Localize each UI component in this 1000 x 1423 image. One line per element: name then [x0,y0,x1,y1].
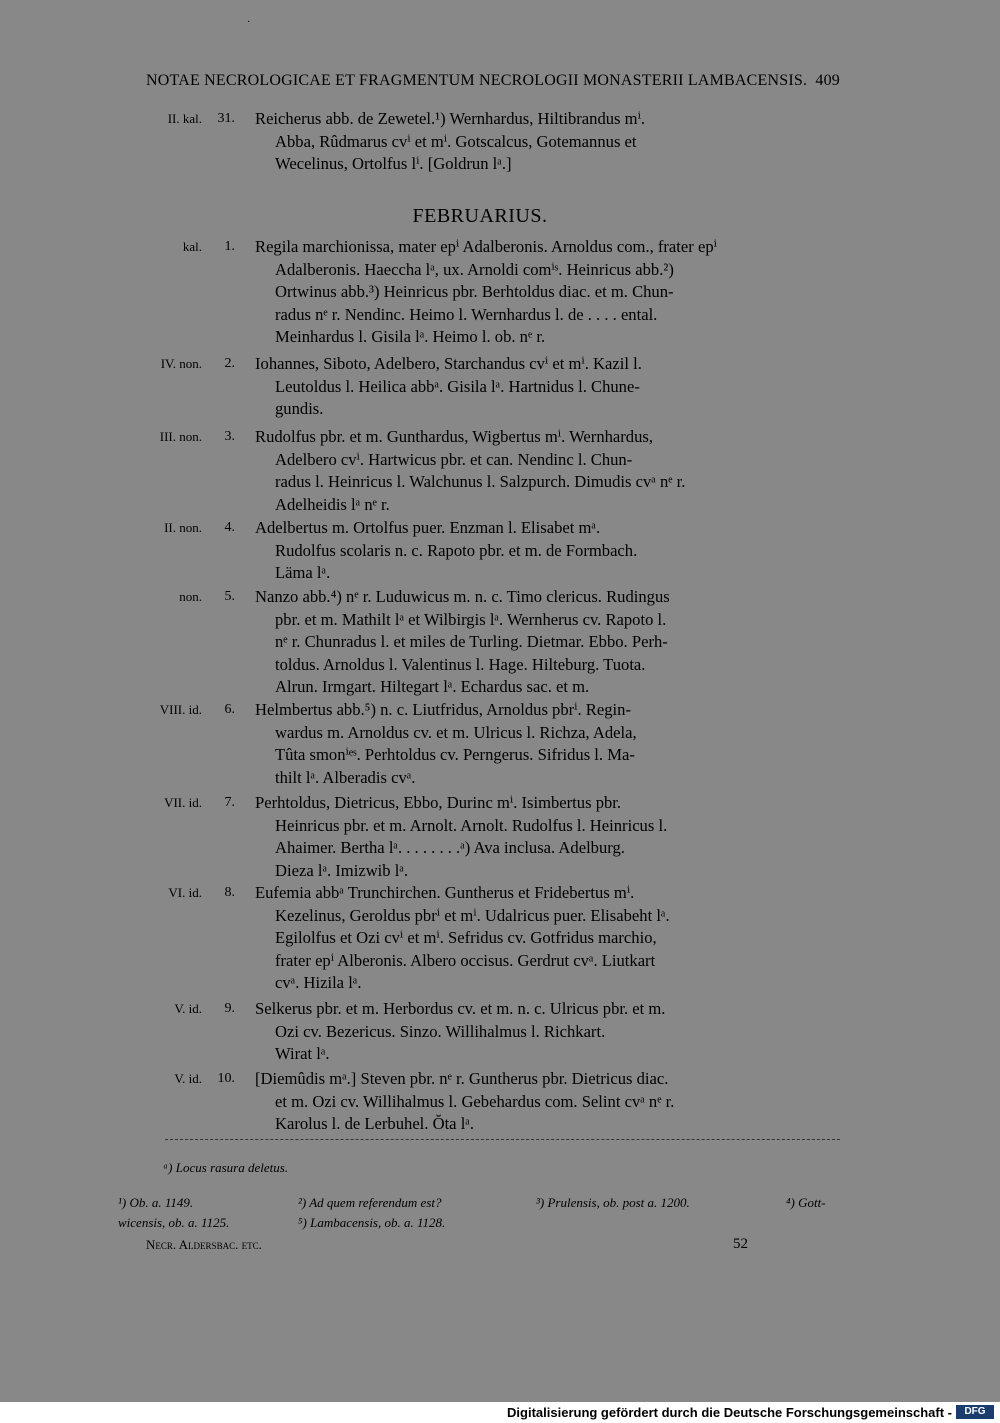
entry-line: Nanzo abb.⁴) nᵉ r. Luduwicus m. n. c. Timo clericus. Rudingus [255,587,670,606]
entry-day: 4. [224,520,235,535]
entry-day: 9. [224,1001,235,1016]
entry-day: 1. [224,239,235,254]
entry-text [255,882,839,995]
footnote: ⁴) Gott- [786,1195,826,1210]
footnote: ⁵) Lambacensis, ob. a. 1128. [298,1215,446,1230]
entry-date: V. id. [174,1071,202,1086]
entry-date: non. [179,589,202,604]
entry-line: thilt lᵃ. Alberadis cvᵃ. [275,767,416,787]
footnote: ²) Ad quem referendum est? [298,1195,442,1210]
entry-day: 8. [224,885,235,900]
entry-date: II. kal. [167,111,202,126]
entry-line: Rudolfus pbr. et m. Gunthardus, Wigbertus mⁱ. Wernhardus, [255,427,654,446]
entry-text [255,108,839,176]
entry-text [255,236,839,349]
entry-text [255,353,839,421]
footnote-line [118,1193,840,1213]
footnote: wicensis, ob. a. 1125. [118,1215,230,1230]
entry-line: Alrun. Irmgart. Hiltegart lᵃ. Echardus sac. et m. [275,677,590,697]
running-title: NOTAE NECROLOGICAE ET FRAGMENTUM NECROLOGII MONASTERII LAMBACENSIS. [146,72,808,89]
signature-right: 52 [733,1236,748,1252]
entry-line: [Diemûdis mᵃ.] Steven pbr. nᵉ r. Guntherus pbr. Dietricus diac. [255,1069,669,1088]
entry-line: Kezelinus, Geroldus pbrⁱ et mⁱ. Udalricus puer. Elisabeht lᵃ. [275,905,670,925]
entry-line: Wirat lᵃ. [275,1044,330,1064]
entry-date: V. id. [174,1001,202,1016]
entry-text [255,1068,839,1136]
scan-mark: · [247,17,251,28]
dfg-logo-icon: DFG [956,1405,994,1419]
entry-line: Rudolfus scolaris n. c. Rapoto pbr. et m. de Formbach. [275,540,638,560]
footnotes [118,1193,840,1233]
signature-left: Necr. Aldersbac. etc. [146,1237,262,1252]
entry-line: Ozi cv. Bezericus. Sinzo. Willihalmus l. Richkart. [275,1021,606,1041]
month-title: FEBRUARIUS. [412,205,548,227]
entry-day: 2. [224,356,235,371]
entry-line: Adelheidis lᵃ nᵉ r. [275,494,390,514]
entry-line: Reicherus abb. de Zewetel.¹) Wernhardus, Hiltibrandus mⁱ. [255,109,646,128]
running-header [146,72,846,90]
entry-line: Regila marchionissa, mater epⁱ Adalberonis. Arnoldus com., frater epⁱ [255,237,717,256]
entry-line: nᵉ r. Chunradus l. et miles de Turling. Dietmar. Ebbo. Perh- [275,632,668,652]
entry-line: Läma lᵃ. [275,563,331,583]
footnote: ¹) Ob. a. 1149. [118,1195,194,1210]
entry-line: Perhtoldus, Dietricus, Ebbo, Durinc mⁱ. Isimbertus pbr. [255,793,622,812]
entry-line: cvᵃ. Hizila lᵃ. [275,973,362,993]
entry-line: Karolus l. de Lerbuhel. Ŏta lᵃ. [275,1114,474,1134]
entry-line: Abba, Rûdmarus cvⁱ et mⁱ. Gotscalcus, Gotemannus et [275,131,637,151]
entry-line: toldus. Arnoldus l. Valentinus l. Hage. Hilteburg. Tuota. [275,654,646,674]
entry-date: VI. id. [168,885,202,900]
entry-date: II. non. [164,520,202,535]
entry-line: wardus m. Arnoldus cv. et m. Ulricus l. Richza, Adela, [275,722,637,742]
entry-line: et m. Ozi cv. Willihalmus l. Gebehardus com. Selint cvᵃ nᵉ r. [275,1091,675,1111]
entry-line: Eufemia abbᵃ Trunchirchen. Guntherus et Fridebertus mⁱ. [255,883,635,902]
entry-day: 3. [224,429,235,444]
entry-line: Heinricus pbr. et m. Arnolt. Arnolt. Rudolfus l. Heinricus l. [275,815,668,835]
entry-line: frater epⁱ Alberonis. Albero occisus. Gerdrut cvᵃ. Liutkart [275,950,656,970]
entry-line: pbr. et m. Mathilt lᵃ et Wilbirgis lᵃ. Wernherus cv. Rapoto l. [275,609,667,629]
entry-day: 31. [217,111,235,126]
entry-day: 7. [224,795,235,810]
page-number: 409 [815,72,840,89]
entry-text [255,792,839,882]
entry-text [255,998,839,1066]
entry-line: Tûta smonⁱᵉˢ. Perhtoldus cv. Perngerus. Sifridus l. Ma- [275,745,635,765]
entry-text [255,586,839,699]
entry-day: 10. [217,1071,235,1086]
entry-text [255,426,839,516]
entry-line: Dieza lᵃ. Imizwib lᵃ. [275,860,409,880]
dfg-bar [0,1402,1000,1423]
entry-line: Adalberonis. Haeccha lᵃ, ux. Arnoldi comⁱˢ. Heinricus abb.²) [275,259,674,279]
entry-line: Ortwinus abb.³) Heinricus pbr. Berhtoldus diac. et m. Chun- [275,282,674,302]
entry-date: III. non. [159,429,202,444]
note-a: ᵃ) Locus rasura deletus. [163,1160,289,1175]
entry-line: Adelbero cvⁱ. Hartwicus pbr. et can. Nendinc l. Chun- [275,449,633,469]
entry-day: 6. [224,702,235,717]
entry-line: Iohannes, Siboto, Adelbero, Starchandus cvⁱ et mⁱ. Kazil l. [255,354,642,373]
dfg-text: Digitalisierung gefördert durch die Deutsche Forschungsgemeinschaft - [507,1405,952,1420]
entry-text [255,699,839,789]
footnote-divider [165,1139,840,1140]
entry-line: Meinhardus l. Gisila lᵃ. Heimo l. ob. nᵉ r. [275,327,546,347]
footnote-line [118,1213,840,1233]
entry-date: VIII. id. [159,702,202,717]
entry-date: IV. non. [160,356,202,371]
entry-line: Ahaimer. Bertha lᵃ. . . . . . . .ᵃ) Ava inclusa. Adelburg. [275,838,625,858]
entry-line: radus nᵉ r. Nendinc. Heimo l. Wernhardus l. de . . . . ental. [275,304,658,324]
entry-day: 5. [224,589,235,604]
entry-line: Helmbertus abb.⁵) n. c. Liutfridus, Arnoldus pbrⁱ. Regin- [255,700,631,719]
entry-line: Egilolfus et Ozi cvⁱ et mⁱ. Sefridus cv. Gotfridus marchio, [275,928,657,948]
entry-line: Adelbertus m. Ortolfus puer. Enzman l. Elisabet mᵃ. [255,518,601,537]
entry-line: Wecelinus, Ortolfus lⁱ. [Goldrun lᵃ.] [275,154,512,174]
entry-line: Leutoldus l. Heilica abbᵃ. Gisila lᵃ. Hartnidus l. Chune- [275,376,640,396]
entry-date: kal. [182,239,202,254]
entry-text [255,517,839,585]
footnote: ³) Prulensis, ob. post a. 1200. [536,1195,690,1210]
entry-line: gundis. [275,399,324,419]
entry-line: Selkerus pbr. et m. Herbordus cv. et m. n. c. Ulricus pbr. et m. [255,999,666,1018]
entry-date: VII. id. [164,795,202,810]
entry-line: radus l. Heinricus l. Walchunus l. Salzpurch. Dimudis cvᵃ nᵉ r. [275,472,686,492]
